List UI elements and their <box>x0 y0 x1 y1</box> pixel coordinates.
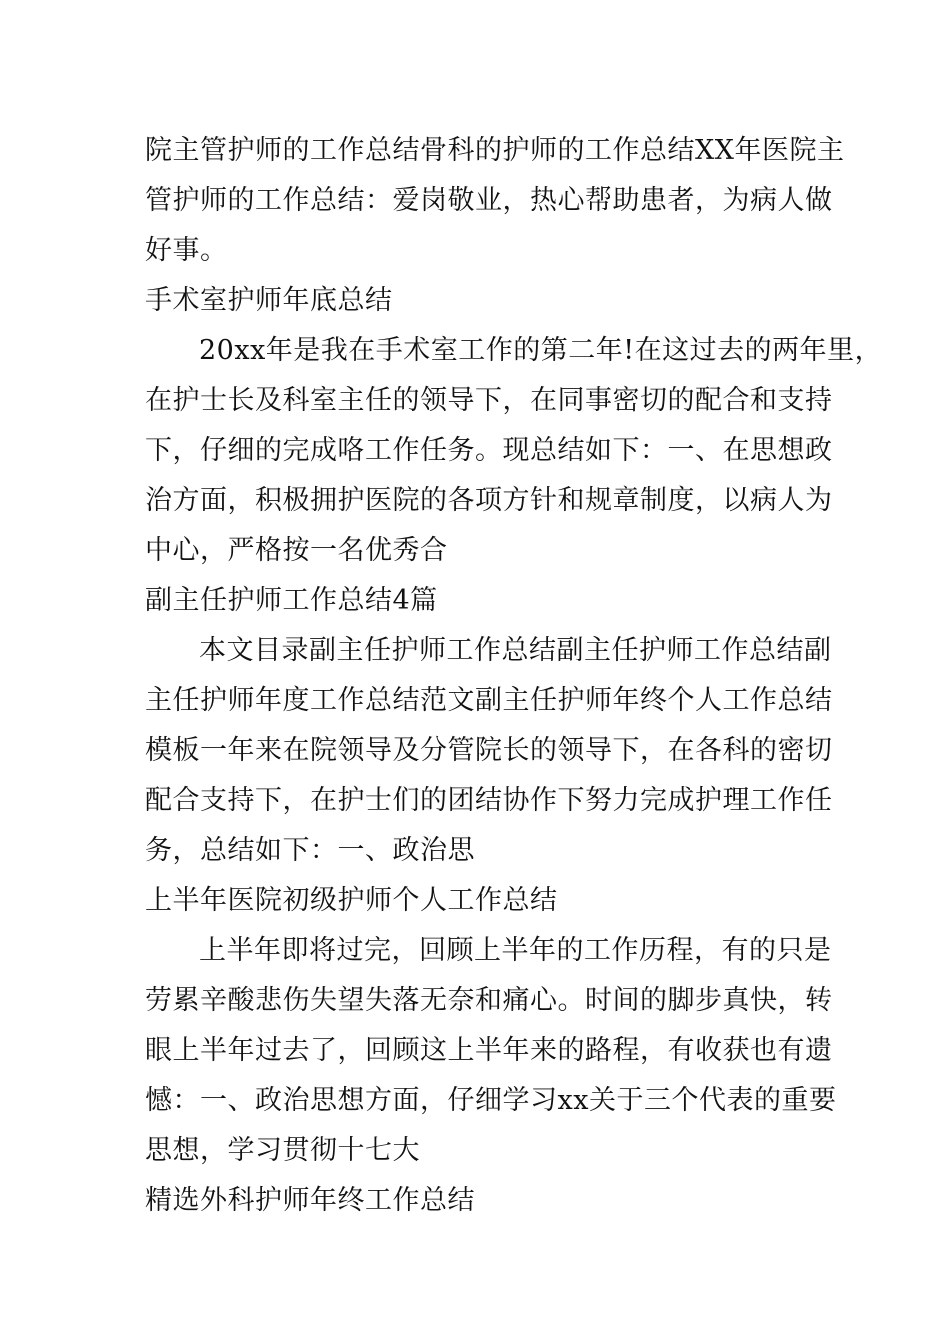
body-line: 在护士长及科室主任的领导下，在同事密切的配合和支持 <box>145 385 833 416</box>
section-heading: 手术室护师年底总结 <box>145 285 393 316</box>
section-heading: 精选外科护师年终工作总结 <box>145 1185 475 1216</box>
body-line: 20xx年是我在手术室工作的第二年!在这过去的两年里， <box>199 335 883 366</box>
body-line: 上半年即将过完，回顾上半年的工作历程，有的只是 <box>199 935 832 966</box>
body-line: 劳累辛酸悲伤失望失落无奈和痛心。时间的脚步真快，转 <box>145 985 833 1016</box>
body-line: 管护师的工作总结：爱岗敬业，热心帮助患者，为病人做 <box>145 185 833 216</box>
section-heading: 上半年医院初级护师个人工作总结 <box>145 885 558 916</box>
body-line: 好事。 <box>145 235 228 266</box>
body-line: 院主管护师的工作总结骨科的护师的工作总结XX年医院主 <box>145 135 845 166</box>
body-line: 憾：一、政治思想方面，仔细学习xx关于三个代表的重要 <box>145 1085 837 1116</box>
document-body <box>145 126 883 1226</box>
body-line: 本文目录副主任护师工作总结副主任护师工作总结副 <box>199 635 832 666</box>
body-line: 主任护师年度工作总结范文副主任护师年终个人工作总结 <box>145 685 833 716</box>
section-heading: 副主任护师工作总结4篇 <box>145 585 438 616</box>
body-line: 模板一年来在院领导及分管院长的领导下，在各科的密切 <box>145 735 833 766</box>
body-line: 眼上半年过去了，回顾这上半年来的路程，有收获也有遗 <box>145 1035 833 1066</box>
body-line: 务，总结如下：一、政治思 <box>145 835 475 866</box>
body-line: 治方面，积极拥护医院的各项方针和规章制度，以病人为 <box>145 485 833 516</box>
body-line: 中心，严格按一名优秀合 <box>145 535 448 566</box>
body-line: 下，仔细的完成咯工作任务。现总结如下：一、在思想政 <box>145 435 833 466</box>
body-line: 思想，学习贯彻十七大 <box>145 1135 420 1166</box>
body-line: 配合支持下，在护士们的团结协作下努力完成护理工作任 <box>145 785 833 816</box>
